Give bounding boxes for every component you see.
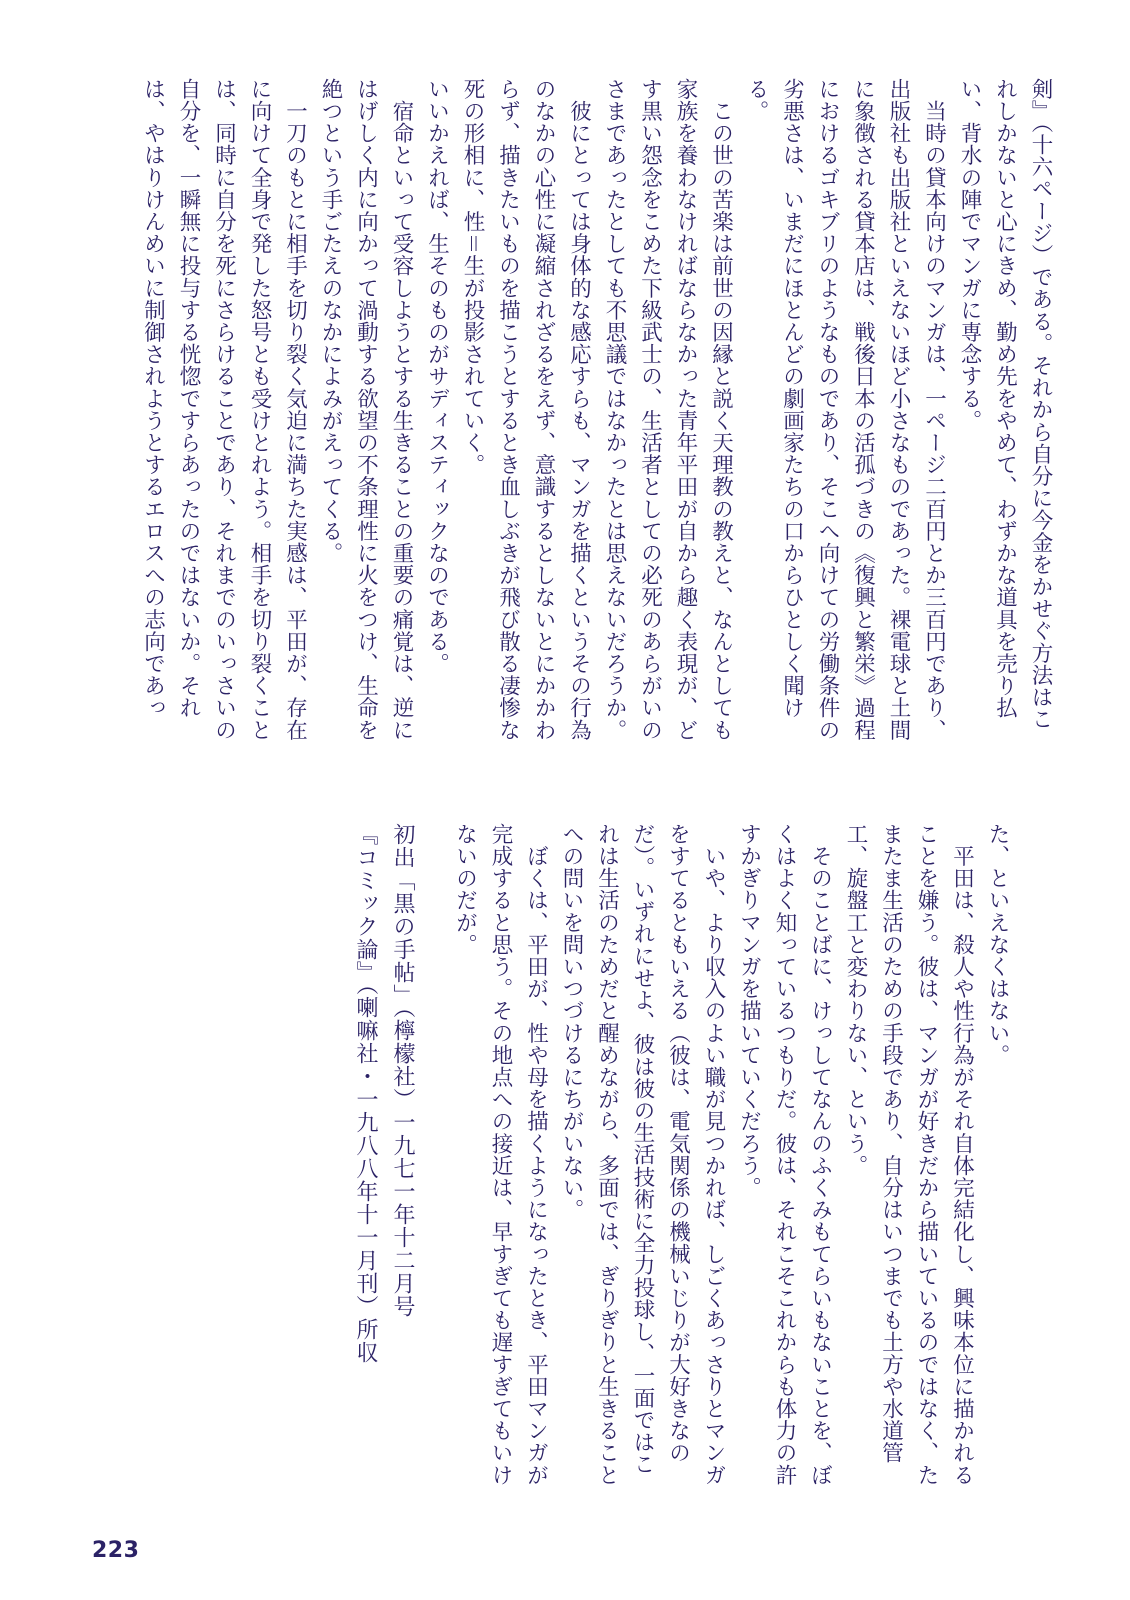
text-line: 絶つという手ごたえのなかによみがえってくる。 [318, 78, 343, 565]
text-line: らず、描きたいものを描こうとするとき血しぶきが飛び散る凄惨な [495, 78, 521, 741]
text-line: ぼくは、平田が、性や母を描くようになったとき、平田マンガが [523, 823, 549, 1486]
text-line: 当時の貸本向けのマンガは、一ページ二百円とか三百円であり、 [921, 78, 947, 741]
main-text-upper [48, 78, 1058, 803]
text-line: 平田は、殺人や性行為がそれ自体完結化し、興味本位に描かれる [949, 823, 975, 1486]
text-line: 出版社も出版社といえないほど小さなものであった。裸電球と土間 [886, 78, 911, 741]
text-line: そのことばに、けっしてなんのふくみもてらいもないことを、ぼ [807, 823, 833, 1486]
text-line: 自分を、一瞬無に投与する恍惚ですらあったのではないか。それ [176, 78, 201, 719]
text-line: い、背水の陣でマンガに専念する。 [957, 78, 982, 432]
text-line: 彼にとっては身体的な感応すらも、マンガを描くというその行為 [566, 78, 592, 741]
text-line: す黒い怨念をこめた下級武士の、生活者としての必死のあらがいの [637, 78, 663, 741]
text-line: ないのだが。 [452, 823, 478, 956]
text-line: に向けて全身で発した怒号とも受けとれよう。相手を切り裂くこと [247, 78, 272, 741]
source-note-collection: 『コミック論』（喇嘛社・一九八八年十一月刊）所収 [353, 823, 378, 1364]
text-line: 劣悪さは、いまだにほとんどの劇画家たちの口からひとしく聞け [779, 78, 805, 719]
text-line: は、やはりけんめいに制御されようとするエロスへの志向であっ [140, 78, 166, 719]
text-line: 死の形相に、性＝生が投影されていく。 [460, 78, 485, 476]
text-line: は、同時に自分を死にさらけることであり、それまでのいっさいの [211, 78, 237, 741]
text-line: いや、より収入のよい職が見つかれば、しごくあっさりとマンガ [701, 823, 726, 1486]
text-line: さまであったとしても不思議ではなかったとは思えないだろうか。 [602, 78, 627, 741]
text-line: れしかないと心にきめ、勤め先をやめて、わずかな道具を売り払 [992, 78, 1018, 719]
text-line: 剣』（十六ページ）である。それから自分に今金をかせぐ方法はこ [1028, 78, 1053, 731]
text-line: はげしく内に向かって渦動する欲望の不条理性に火をつけ、生命を [353, 78, 379, 741]
text-line: をすてるともいえる（彼は、電気関係の機械いじりが大好きなの [665, 823, 691, 1464]
text-line: 一刀のもとに相手を切り裂く気迫に満ちた実感は、平田が、存在 [282, 78, 308, 741]
text-line: だ）。いずれにせよ、彼は彼の生活技術に全力投球し、一面ではこ [630, 823, 655, 1476]
text-line: またま生活のための手段であり、自分はいつまでも土方や水道管 [878, 823, 904, 1464]
text-line: 完成すると思う。その地点への接近は、早すぎても遅すぎてもいけ [488, 823, 513, 1486]
page-number: 223 [92, 1538, 140, 1563]
text-line: のなかの心性に凝縮されざるをえず、意識するとしないとにかかわ [531, 78, 556, 741]
text-line: ことを嫌う。彼は、マンガが好きだから描いているのではなく、た [914, 823, 939, 1486]
text-line: いいかえれば、生そのものがサディスティックなのである。 [424, 78, 450, 675]
main-text-lower [353, 823, 1015, 1513]
source-note-first-publication: 初出「黒の手帖」（檸檬社）一九七一年十二月号 [390, 823, 415, 1318]
text-line: た、といえなくはない。 [985, 823, 1010, 1067]
text-line: くはよく知っているつもりだ。彼は、それこそこれからも体力の許 [772, 823, 797, 1486]
text-line: すかぎりマンガを描いていくだろう。 [736, 823, 762, 1199]
text-line: におけるゴキブリのようなものであり、そこへ向けての労働条件の [815, 78, 840, 741]
text-line: 宿命といって受容しようとする生きることの重要の痛覚は、逆に [389, 78, 414, 741]
text-line: れは生活のためだと醒めながら、多面では、ぎりぎりと生きること [594, 823, 620, 1486]
text-line: 工、旋盤工と変わりない、という。 [843, 823, 868, 1177]
text-line: に象徴される貸本店は、戦後日本の活孤づきの《復興と繁栄》過程 [850, 78, 876, 741]
text-line: この世の苦楽は前世の因縁と説く天理教の教えと、なんとしても [708, 78, 734, 741]
text-line: への問いを問いつづけるにちがいない。 [559, 823, 584, 1221]
text-line: 家族を養わなければならなかった青年平田が自から趣く表現が、ど [673, 78, 698, 741]
text-line: る。 [744, 78, 769, 123]
